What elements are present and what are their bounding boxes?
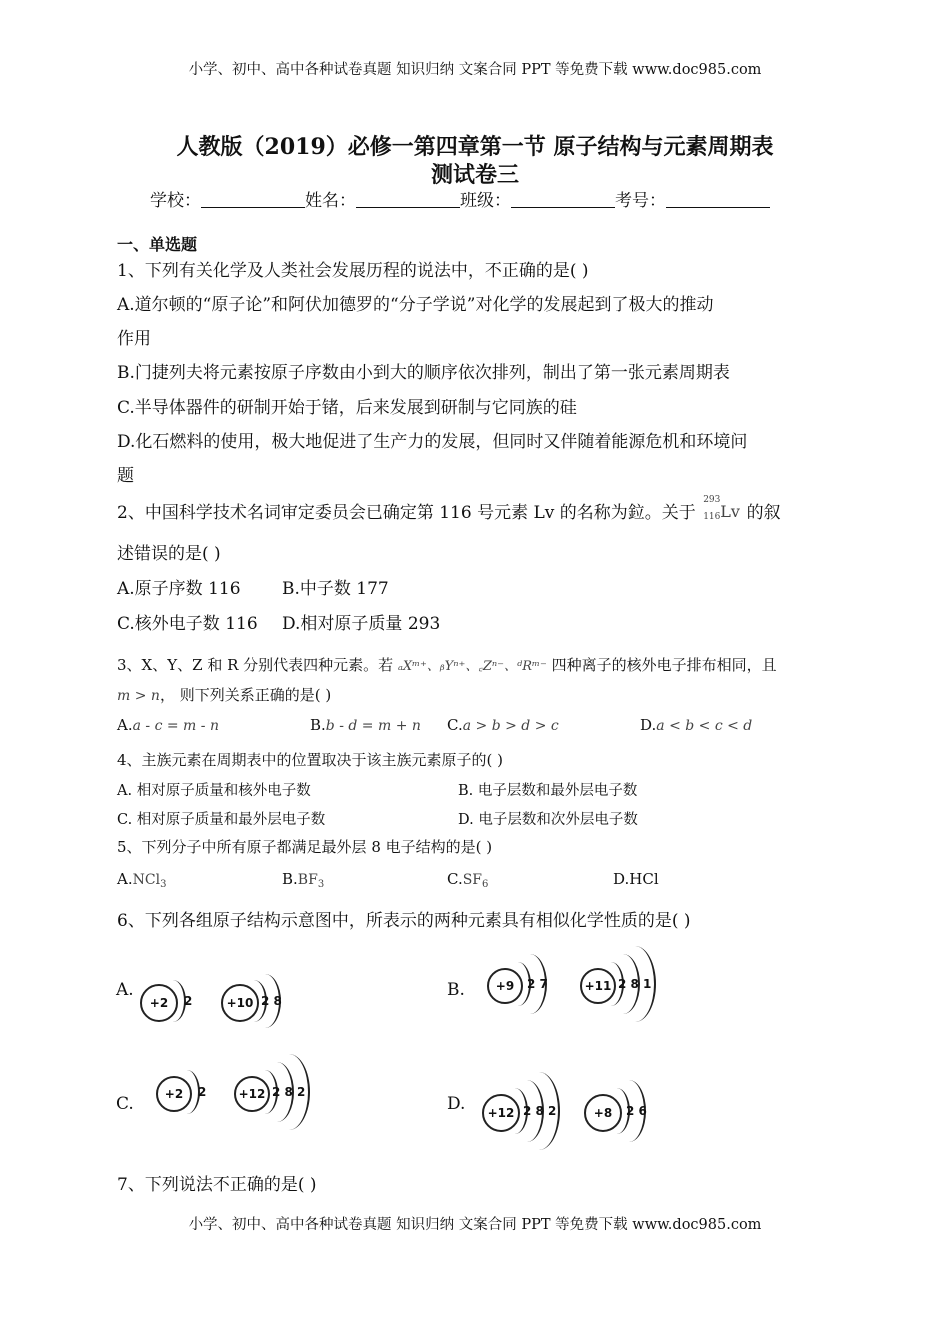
q6-label-d: D. [447,1094,466,1114]
q5-b-formula: BF [297,872,318,888]
q3-c-label: C. [447,716,463,734]
q4-stem: 4、主族元素在周期表中的位置取决于该主族元素原子的( ) [117,751,504,769]
student-info-line [150,186,770,211]
q1-option-b: B.门捷列夫将元素按原子序数由小到大的顺序依次排列，制出了第一张元素周期表 [117,363,730,383]
electron-shell [160,980,186,1022]
q5-a-sub: 3 [160,879,167,890]
q2-option-c: C.核外电子数 116 [117,614,258,634]
q3-stem-cont [117,684,331,705]
number-blank[interactable] [666,193,770,208]
nucleus: +12 [482,1094,520,1132]
shell-electrons: 2 [184,994,193,1008]
q5-a-label: A. [117,870,133,888]
q6-label-c: C. [116,1094,134,1114]
q1-option-a: A.道尔顿的“原子论”和阿伏加德罗的“分子学说”对化学的发展起到了极大的推动 [117,295,714,315]
q2-mass-number: 293 [703,494,721,505]
page-footer: 小学、初中、高中各种试卷真题 知识归纳 文案合同 PPT 等免费下载 www.doc985.com [188,1217,762,1233]
q2-nuclide [701,494,741,524]
shell-electrons: 2 8 1 [618,977,652,991]
shell-electrons: 2 7 [527,977,548,991]
q2-option-a: A.原子序数 116 [117,579,241,599]
nucleus: +12 [234,1076,270,1112]
q5-b-sub: 3 [317,879,325,890]
q2-atomic-number: 116 [703,511,721,522]
q5-a-formula: NCl [132,872,161,888]
shell-electrons: 2 8 2 [272,1085,306,1099]
q5-option-a [117,870,166,890]
number-label: 考号： [615,191,666,211]
nucleus: +2 [156,1076,192,1112]
q1-option-d: D.化石燃料的使用，极大地促进了生产力的发展，但同时又伴随着能源危机和环境问 [117,432,748,452]
atom-diagram-c1 [156,1076,216,1116]
q3-stem2: ， 则下列关系正确的是( ) [159,686,332,704]
q5-b-label: B. [282,870,298,888]
q5-option-d: D.HCl [613,870,659,888]
q3-c-expr: a > b > d > c [462,718,559,734]
q1-stem: 1、下列有关化学及人类社会发展历程的说法中，不正确的是( ) [117,261,589,281]
atom-diagram-c2 [234,1076,324,1116]
nucleus: +11 [580,968,616,1004]
q3-b-label: B. [310,716,326,734]
nucleus: +2 [140,984,178,1022]
q3-a-expr: a - c = m - n [132,718,219,734]
q4-option-b: B. 电子层数和最外层电子数 [458,783,638,799]
name-label: 姓名： [305,191,356,211]
q3-b-expr: b - d = m + n [325,718,421,734]
atom-diagram-d2 [584,1094,664,1134]
q4-option-a: A. 相对原子质量和核外电子数 [117,783,311,799]
q6-label-b: B. [447,980,465,1000]
q5-c-sub: 6 [482,879,489,890]
nucleus: +8 [584,1094,622,1132]
page-header: 小学、初中、高中各种试卷真题 知识归纳 文案合同 PPT 等免费下载 www.doc985.com [188,62,762,78]
q5-option-b [282,870,324,890]
section-heading: 一、单选题 [117,235,198,254]
atom-diagram-b1 [487,968,567,1008]
q3-stem-post: 四种离子的核外电子排布相同，且 [551,656,777,674]
q1-option-d-cont: 题 [117,466,134,486]
class-label: 班级： [460,191,511,211]
school-label: 学校： [150,191,201,211]
shell-electrons: 2 [198,1085,207,1099]
q5-c-label: C. [447,870,463,888]
q5-c-formula: SF [462,872,483,888]
electron-shell [174,1070,200,1114]
shell-electrons: 2 8 [261,994,282,1008]
nucleus: +10 [221,984,259,1022]
q2-option-d: D.相对原子质量 293 [282,614,441,634]
page-subtitle: 测试卷三 [430,162,519,188]
atom-diagram-b2 [580,968,670,1008]
atom-diagram-a1 [140,984,200,1024]
school-blank[interactable] [201,193,305,208]
q2-stem-post: 的叙 [746,503,781,523]
q3-d-label: D. [640,716,657,734]
q1-option-c: C.半导体器件的研制开始于锗，后来发展到研制与它同族的硅 [117,398,577,418]
q5-option-c [447,870,488,890]
q3-option-b [310,716,421,734]
q3-condition: m > n [117,688,160,704]
q1-option-a-cont: 作用 [117,329,151,349]
q3-stem-pre: 3、X、Y、Z 和 R 分别代表四种元素。若 [117,656,394,674]
q3-a-label: A. [117,716,133,734]
q4-option-d: D. 电子层数和次外层电子数 [458,812,638,828]
q2-option-b: B.中子数 177 [282,579,389,599]
shell-electrons: 2 6 [626,1104,647,1118]
q3-option-a [117,716,219,734]
q3-option-d [640,716,752,734]
q2-symbol: Lv [720,501,740,521]
q2-stem-cont: 述错误的是( ) [117,544,221,564]
page-title: 人教版（2019）必修一第四章第一节 原子结构与元素周期表 [176,134,774,160]
q2-stem [117,494,781,524]
q4-option-c: C. 相对原子质量和最外层电子数 [117,812,326,828]
q7-stem: 7、下列说法不正确的是( ) [117,1175,317,1195]
q3-stem [117,654,777,675]
q5-stem: 5、下列分子中所有原子都满足最外层 8 电子结构的是( ) [117,838,493,856]
q6-label-a: A. [116,980,134,1000]
class-blank[interactable] [511,193,615,208]
nucleus: +9 [487,968,523,1004]
q3-d-expr: a < b < c < d [656,718,753,734]
name-blank[interactable] [356,193,460,208]
atom-diagram-d1 [482,1094,572,1134]
shell-electrons: 2 8 2 [523,1104,557,1118]
q2-stem-pre: 2、中国科学技术名词审定委员会已确定第 116 号元素 Lv 的名称为鉝。关于 [117,503,696,523]
q3-ions: ₐXᵐ⁺、ᵦYⁿ⁺、꜀Zⁿ⁻、ᵈRᵐ⁻ [397,659,547,674]
atom-diagram-a2 [221,984,311,1024]
q6-stem: 6、下列各组原子结构示意图中，所表示的两种元素具有相似化学性质的是( ) [117,911,691,931]
q3-option-c [447,716,559,734]
